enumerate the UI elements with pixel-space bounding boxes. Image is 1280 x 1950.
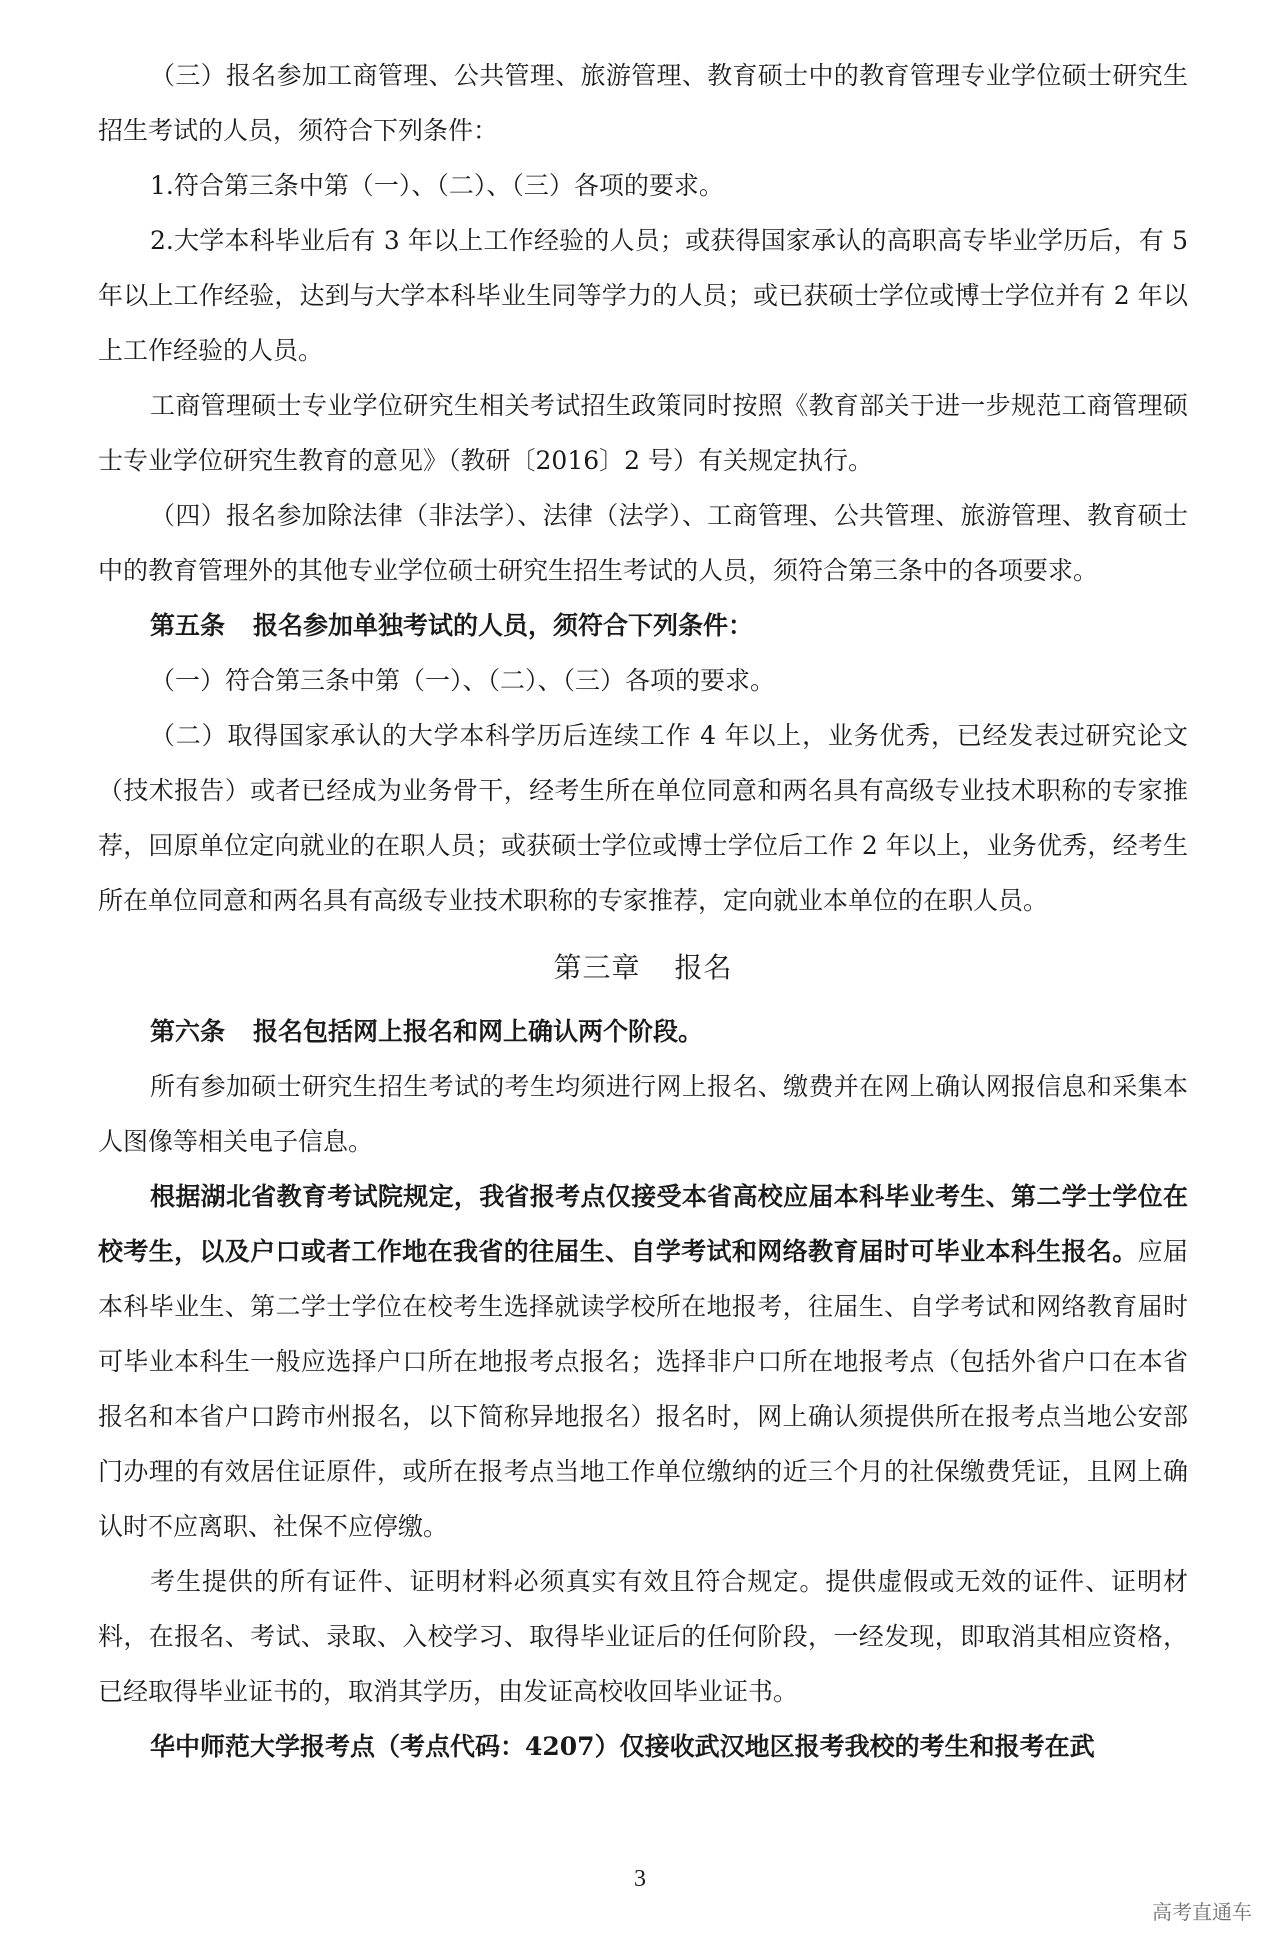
article-6-label: 第六条 xyxy=(150,1017,226,1046)
paragraph-art5-item-2: （二）取得国家承认的大学本科学历后连续工作 4 年以上，业务优秀，已经发表过研究论文（技术报告）或者已经成为业务骨干，经考生所在单位同意和两名具有高级专业技术职称的专家推荐，回原单位定向就业的在职人员；或获硕士学位或博士学位后工作 2 年以上，业务优秀，经考生所在单位同意和两名具有高级专业技术职称的专家推荐，定向就业本单位的在职人员。 xyxy=(98,721,1188,915)
paragraph-item-2: 2.大学本科毕业后有 3 年以上工作经验的人员；或获得国家承认的高职高专毕业学历后，有 5 年以上工作经验，达到与大学本科毕业生同等学力的人员；或已获硕士学位或博士学位并有 2 年以上工作经验的人员。 xyxy=(98,226,1188,365)
hubei-rule-detail: 应届本科毕业生、第二学士学位在校考生选择就读学校所在地报考，往届生、自学考试和网络教育届时可毕业本科生一般应选择户口所在地报考点报名；选择非户口所在地报考点（包括外省户口在本省报名和本省户口跨市州报名，以下简称异地报名）报名时，网上确认须提供所在报考点当地公安部门办理的有效居住证原件，或所在报考点当地工作单位缴纳的近三个月的社保缴费凭证，且网上确认时不应离职、社保不应停缴。 xyxy=(98,1237,1188,1541)
article-5-text: 报名参加单独考试的人员，须符合下列条件： xyxy=(253,611,754,640)
paragraph-art5-item-1: （一）符合第三条中第（一）、（二）、（三）各项的要求。 xyxy=(150,666,776,695)
article-5 xyxy=(98,598,1188,653)
paragraph-ccnu-exam-site: 华中师范大学报考点（考点代码：4207）仅接收武汉地区报考我校的考生和报考在武 xyxy=(150,1732,1095,1761)
chapter-heading xyxy=(98,940,1188,996)
paragraph-item-1: 1.符合第三条中第（一）、（二）、（三）各项的要求。 xyxy=(150,171,724,200)
paragraph-clause-4-conditions: （四）报名参加除法律（非法学）、法律（法学）、工商管理、公共管理、旅游管理、教育硕士中的教育管理外的其他专业学位硕士研究生招生考试的人员，须符合第三条中的各项要求。 xyxy=(98,501,1188,585)
chapter-number: 第三章 xyxy=(553,951,641,984)
page-number: 3 xyxy=(634,1866,646,1892)
watermark-text: 高考直通车 xyxy=(1152,1900,1252,1924)
article-6-text: 报名包括网上报名和网上确认两个阶段。 xyxy=(253,1017,704,1046)
paragraph-documents-authenticity: 考生提供的所有证件、证明材料必须真实有效且符合规定。提供虚假或无效的证件、证明材料，在报名、考试、录取、入校学习、取得毕业证后的任何阶段，一经发现，即取消其相应资格，已经取得毕业证书的，取消其学历，由发证高校收回毕业证书。 xyxy=(98,1567,1188,1706)
article-5-label: 第五条 xyxy=(150,611,226,640)
document-body xyxy=(98,48,1188,1774)
paragraph-hubei-rule xyxy=(98,1169,1188,1554)
hubei-rule-bold: 根据湖北省教育考试院规定，我省报考点仅接受本省高校应届本科毕业考生、第二学士学位在校考生，以及户口或者工作地在我省的往届生、自学考试和网络教育届时可毕业本科生报名。 xyxy=(98,1182,1188,1266)
chapter-title: 报名 xyxy=(674,951,733,984)
paragraph-online-registration: 所有参加硕士研究生招生考试的考生均须进行网上报名、缴费并在网上确认网报信息和采集本人图像等相关电子信息。 xyxy=(98,1072,1188,1156)
paragraph-clause-3-conditions: （三）报名参加工商管理、公共管理、旅游管理、教育硕士中的教育管理专业学位硕士研究生招生考试的人员，须符合下列条件： xyxy=(98,61,1188,145)
paragraph-mba-policy: 工商管理硕士专业学位研究生相关考试招生政策同时按照《教育部关于进一步规范工商管理硕士专业学位研究生教育的意见》（教研〔2016〕2 号）有关规定执行。 xyxy=(98,391,1188,475)
article-6 xyxy=(98,1004,1188,1059)
